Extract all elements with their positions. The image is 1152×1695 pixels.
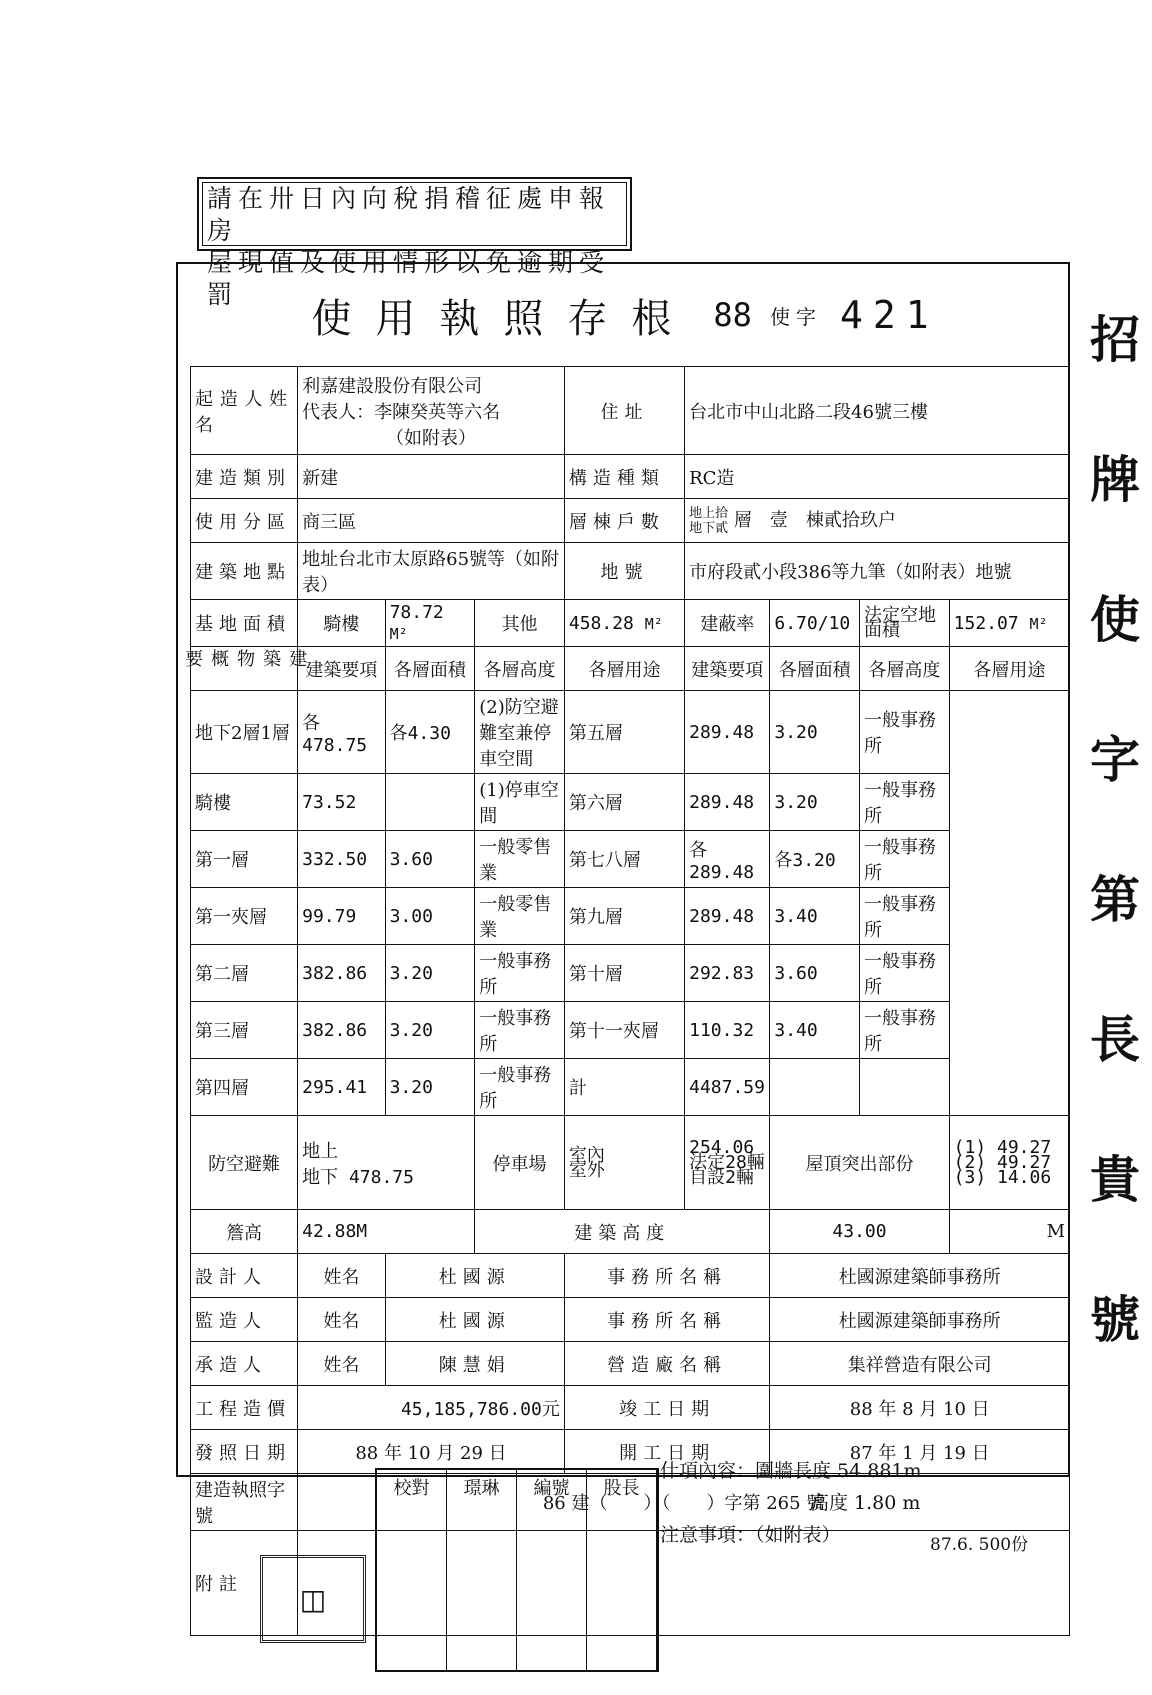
- supervisor-office-label: 事務所名稱: [564, 1298, 770, 1342]
- remark-line-1: 什項內容：圍牆長度 54.881m: [660, 1460, 922, 1482]
- floor-use: 一般零售業: [475, 888, 565, 945]
- floor-name: 地下2層1層: [191, 691, 298, 774]
- floor-height: 3.60: [385, 831, 475, 888]
- contractor-name: 陳慧娟: [385, 1342, 564, 1386]
- floor-name: 第九層: [564, 888, 684, 945]
- floor-height: 3.60: [770, 945, 860, 1002]
- floor-height: 3.20: [385, 945, 475, 1002]
- table-row: [191, 1298, 1070, 1342]
- floor-height: [385, 774, 475, 831]
- parking-out-label: 室外: [568, 1159, 605, 1181]
- complete-date: 88 年 8 月 10 日: [770, 1386, 1070, 1430]
- contractor-label: 承造人: [191, 1342, 298, 1386]
- start-date: 87 年 1 月 19 日: [770, 1430, 1070, 1474]
- shelter-above: 地上: [302, 1140, 339, 1162]
- header-item-2: 建築要項: [685, 647, 770, 691]
- table-row: [191, 499, 1070, 543]
- floors-cell: [685, 499, 1070, 543]
- floor-name: 第五層: [564, 691, 684, 774]
- floor-use: (2)防空避難室兼停車空間: [475, 691, 565, 774]
- permit-number: 421: [839, 293, 939, 337]
- builder-note: （如附表）: [385, 427, 476, 449]
- start-label: 開工日期: [564, 1430, 770, 1474]
- building-side-label: 建築物概要: [191, 647, 298, 691]
- eave-label: 簷高: [191, 1210, 298, 1254]
- floor-area: 289.48: [685, 691, 770, 774]
- floor-name: 第十層: [564, 945, 684, 1002]
- floor-area: 382.86: [298, 1002, 385, 1059]
- floor-row: [191, 1002, 1070, 1059]
- floor-row: [191, 1059, 1070, 1116]
- floor-height: 3.00: [385, 888, 475, 945]
- cost-label: 工程造價: [191, 1386, 298, 1430]
- floor-name: 騎樓: [191, 774, 298, 831]
- zone: 商三區: [298, 499, 565, 543]
- floor-name: 第一層: [191, 831, 298, 888]
- floor-area: 289.48: [685, 888, 770, 945]
- contractor-name-label: 姓名: [298, 1342, 385, 1386]
- notice-line-1: 請在卅日內向稅捐稽征處申報房: [207, 184, 611, 245]
- roof-1: (1) 49.27: [953, 1137, 1052, 1158]
- designer-office-label: 事務所名稱: [564, 1254, 770, 1298]
- stamp-edit: 編號: [517, 1470, 587, 1670]
- header-use: 各層用途: [564, 647, 684, 691]
- parking-values: [685, 1116, 770, 1210]
- remarks-label: 附註: [191, 1531, 298, 1636]
- address-label: 住址: [564, 367, 684, 455]
- floor-name: 第二層: [191, 945, 298, 1002]
- parking-value: 254.06: [689, 1137, 755, 1158]
- builder-name: 利嘉建設股份有限公司: [302, 375, 483, 397]
- floor-area: 73.52: [298, 774, 385, 831]
- shelter-label: 防空避難: [191, 1116, 298, 1210]
- approval-stamp-box: [375, 1468, 659, 1672]
- table-row: [191, 1116, 1070, 1210]
- floor-row: [191, 774, 1070, 831]
- header-use-2: 各層用途: [949, 647, 1069, 691]
- floor-height: 3.20: [385, 1002, 475, 1059]
- floor-height: [770, 1059, 860, 1116]
- remark-line-3: 注意事項：（如附表）: [660, 1524, 841, 1546]
- side-text: 招 牌 使字第 長 貴 號: [1090, 310, 1140, 1349]
- permit-code: 86 建（ ）（ ）字第 265 號: [298, 1474, 1070, 1531]
- page-title: [180, 264, 1070, 366]
- floor-name: 第三層: [191, 1002, 298, 1059]
- floor-name: 第四層: [191, 1059, 298, 1116]
- floor-row: [191, 945, 1070, 1002]
- parking-in-label: 室內: [568, 1144, 605, 1166]
- builder-rep: 代表人：李陳癸英等六名: [302, 401, 501, 423]
- supervisor-name-label: 姓名: [298, 1298, 385, 1342]
- designer-name-label: 姓名: [298, 1254, 385, 1298]
- floor-area: 289.48: [685, 774, 770, 831]
- structure-label: 構造種類: [564, 455, 684, 499]
- floor-use: 一般事務所: [475, 1059, 565, 1116]
- cost: 45,185,786.00元: [298, 1386, 565, 1430]
- table-row: [191, 543, 1070, 600]
- floor-use: 一般事務所: [860, 774, 950, 831]
- floor-name: 第七八層: [564, 831, 684, 888]
- floor-name: 計: [564, 1059, 684, 1116]
- floor-use: [860, 1059, 950, 1116]
- floor-height: 3.20: [385, 1059, 475, 1116]
- remark-line-2: 高度 1.80 m: [810, 1492, 921, 1514]
- floor-use: 一般事務所: [860, 888, 950, 945]
- supervisor-name: 杜國源: [385, 1298, 564, 1342]
- floor-height: 3.40: [770, 1002, 860, 1059]
- stamp-person: 璟琳: [447, 1470, 517, 1670]
- open-area: 152.07 M²: [949, 600, 1069, 647]
- floor-use: 一般零售業: [475, 831, 565, 888]
- floor-height: 3.40: [770, 888, 860, 945]
- address: 台北市中山北路二段46號三樓: [685, 367, 1070, 455]
- floor-area: 各478.75: [298, 691, 385, 774]
- builder-label: 起造人姓名: [191, 367, 298, 455]
- floor-area: 110.32: [685, 1002, 770, 1059]
- table-row: [191, 600, 1070, 647]
- height: 43.00: [770, 1210, 949, 1254]
- header-height: 各層高度: [475, 647, 565, 691]
- floor-area: 292.83: [685, 945, 770, 1002]
- zone-label: 使用分區: [191, 499, 298, 543]
- floor-name: 第六層: [564, 774, 684, 831]
- floor-area: 99.79: [298, 888, 385, 945]
- shelter-values: [298, 1116, 475, 1210]
- floor-height: 3.20: [770, 774, 860, 831]
- floor-area: 295.41: [298, 1059, 385, 1116]
- table-row: [191, 1254, 1070, 1298]
- floor-row: [191, 831, 1070, 888]
- official-seal-icon: ◫: [260, 1555, 366, 1643]
- supervisor-office: 杜國源建築師事務所: [770, 1298, 1070, 1342]
- floor-use: 一般事務所: [860, 831, 950, 888]
- height-label: 建築高度: [475, 1210, 770, 1254]
- designer-office: 杜國源建築師事務所: [770, 1254, 1070, 1298]
- contractor-factory-label: 營造廠名稱: [564, 1342, 770, 1386]
- parking-legal: 法定28輛: [689, 1152, 765, 1173]
- table-row: [191, 1210, 1070, 1254]
- table-row: [191, 647, 1070, 691]
- permit-label: 建造執照字號: [191, 1474, 298, 1531]
- open-label: 法定空地面積: [860, 600, 950, 647]
- permit-series: 使字: [769, 304, 822, 329]
- category-label: 建造類別: [191, 455, 298, 499]
- height-unit: M: [949, 1210, 1069, 1254]
- stamp-section: 股長: [587, 1470, 657, 1670]
- parking-label: 停車場: [475, 1116, 565, 1210]
- builder-cell: [298, 367, 565, 455]
- floor-use: 一般事務所: [860, 1002, 950, 1059]
- coverage: 6.70/10: [770, 600, 860, 647]
- permit-table: [182, 366, 1070, 1636]
- floor-height: 各3.20: [770, 831, 860, 888]
- floor-area: 4487.59: [685, 1059, 770, 1116]
- table-row: [191, 455, 1070, 499]
- table-row: [191, 1342, 1070, 1386]
- other-label: 其他: [475, 600, 565, 647]
- floor-area: 382.86: [298, 945, 385, 1002]
- contractor-factory: 集祥營造有限公司: [770, 1342, 1070, 1386]
- header-height-2: 各層高度: [860, 647, 950, 691]
- floor-use: 一般事務所: [475, 945, 565, 1002]
- structure: RC造: [685, 455, 1070, 499]
- form-print-code: 87.6. 500份: [930, 1535, 1029, 1555]
- parking-self: 自設2輛: [689, 1167, 754, 1188]
- tax-notice-box: [197, 177, 632, 309]
- supervisor-label: 監造人: [191, 1298, 298, 1342]
- category: 新建: [298, 455, 565, 499]
- notice-line-2: 屋現值及使用情形以免逾期受罰: [207, 248, 611, 309]
- form-title: 使用執照存根: [311, 295, 696, 342]
- site-label: 建築地點: [191, 543, 298, 600]
- arcade-label: 騎樓: [298, 600, 385, 647]
- floor-height: 各4.30: [385, 691, 475, 774]
- permit-year: 88: [713, 296, 752, 334]
- header-area: 各層面積: [385, 647, 475, 691]
- area-label: 基地面積: [191, 600, 298, 647]
- designer-name: 杜國源: [385, 1254, 564, 1298]
- floor-row: [191, 691, 1070, 774]
- lot-label: 地號: [564, 543, 684, 600]
- floors-above: 地上拾: [689, 505, 729, 521]
- floor-name: 第十一夾層: [564, 1002, 684, 1059]
- floor-name: 第一夾層: [191, 888, 298, 945]
- floors-below: 地下貳: [689, 520, 729, 536]
- arcade-area: 78.72 M²: [385, 600, 475, 647]
- complete-label: 竣工日期: [564, 1386, 770, 1430]
- coverage-label: 建蔽率: [685, 600, 770, 647]
- floor-use: 一般事務所: [860, 945, 950, 1002]
- roof-2: (2) 49.27: [953, 1152, 1052, 1173]
- roof-values: [949, 1116, 1069, 1210]
- eave: 42.88M: [298, 1210, 475, 1254]
- issue-date: 88 年 10 月 29 日: [298, 1430, 565, 1474]
- stamp-check: 校對: [377, 1470, 447, 1670]
- site: 地址台北市太原路65號等（如附表）: [298, 543, 565, 600]
- table-row: [191, 1386, 1070, 1430]
- designer-label: 設計人: [191, 1254, 298, 1298]
- header-area-2: 各層面積: [770, 647, 860, 691]
- table-row: [191, 367, 1070, 455]
- floor-use: 一般事務所: [860, 691, 950, 774]
- roof-label: 屋頂突出部份: [770, 1116, 949, 1210]
- floors-rest: 層 壹 棟貳拾玖户: [733, 509, 896, 531]
- floor-area: 332.50: [298, 831, 385, 888]
- header-item: 建築要項: [298, 647, 385, 691]
- parking-cell: [564, 1116, 684, 1210]
- floor-use: (1)停車空間: [475, 774, 565, 831]
- floors-label: 層棟戶數: [564, 499, 684, 543]
- floor-use: 一般事務所: [475, 1002, 565, 1059]
- floor-rows: [191, 691, 1070, 1116]
- roof-3: (3) 14.06: [953, 1167, 1052, 1188]
- floor-height: 3.20: [770, 691, 860, 774]
- shelter-below: 地下 478.75: [302, 1166, 414, 1188]
- floor-area: 各289.48: [685, 831, 770, 888]
- other-area: 458.28 M²: [564, 600, 684, 647]
- issue-label: 發照日期: [191, 1430, 298, 1474]
- floor-row: [191, 888, 1070, 945]
- lot: 市府段貳小段386等九筆（如附表）地號: [685, 543, 1070, 600]
